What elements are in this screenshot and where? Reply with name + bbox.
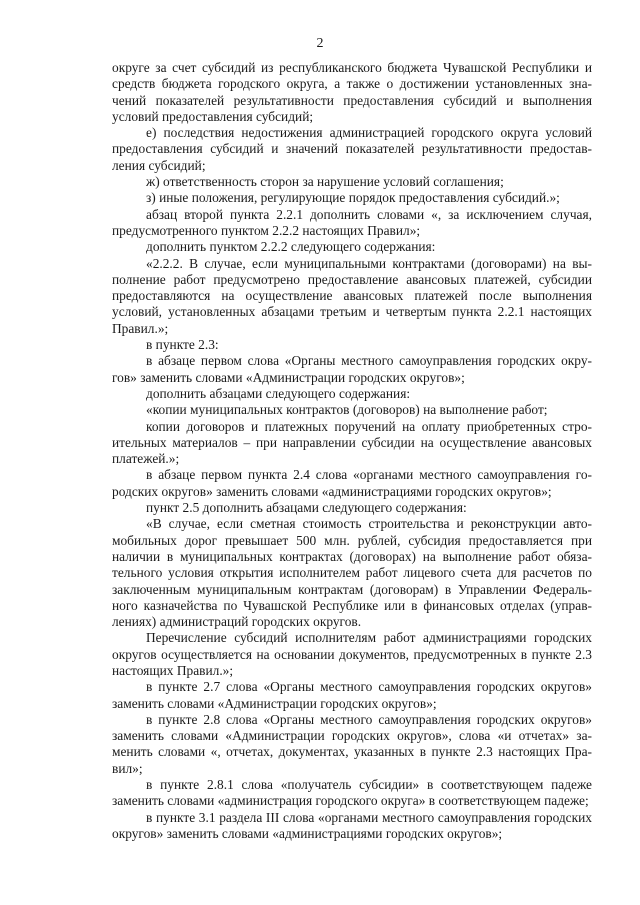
paragraph: округе за счет субсидий из республиканского бюджета Чувашской Республики и средств бюджета городского округа, а также о достижении установленных значений показателей результативности предоставления субсидий и выполнения условий предоставления субсидий;	[112, 60, 592, 124]
paragraph: е) последствия недостижения администрацией городского округа условий предоставления субсидий и значений показателей результативности предоставления субсидий;	[112, 125, 592, 173]
paragraph: абзац второй пункта 2.2.1 дополнить словами «, за исключением случая, предусмотренного пунктом 2.2.2 настоящих Правил»;	[112, 206, 592, 238]
paragraph: «копии муниципальных контрактов (договоров) на выполнение работ;	[146, 402, 548, 418]
paragraph: в пункте 2.8 слова «Органы местного самоуправления городских округов» заменить словами «Администрации городских округов», слова «и отчетах» заменить словами «, отчетах, документах, указанных в пункте 2.3 настоящих Правил»;	[112, 711, 592, 776]
paragraph: в пункте 2.8.1 слова «получатель субсидии» в соответствующем падеже заменить словами «администрация городского округа» в соответствующем падеже;	[112, 777, 592, 809]
paragraph: «В случае, если сметная стоимость строительства и реконструкции автомобильных дорог превышает 500 млн. рублей, субсидия предоставляется при наличии в муниципальных контрактах (договорах) на выполнение работ обязательного условия открытия исполнителем работ лицевого счета для расчетов по заключенным муниципальным контрактам (договорам) в Управлении Федерального казначейства по Чувашской Республике или в финансовых отделах (управлениях) администраций городских округов.	[112, 516, 592, 630]
paragraph: в пункте 2.7 слова «Органы местного самоуправления городских округов» заменить словами «Администрации городских округов»;	[112, 679, 592, 711]
paragraph: копии договоров и платежных поручений на оплату приобретенных строительных материалов – при направлении субсидии на осуществление авансовых платежей.»;	[112, 418, 592, 467]
paragraph: в пункте 2.3:	[146, 337, 219, 353]
paragraph: ж) ответственность сторон за нарушение условий соглашения;	[146, 174, 504, 190]
page-number: 2	[316, 36, 324, 51]
paragraph: в абзаце первом слова «Органы местного самоуправления городских округов» заменить словами «Администрации городских округов»;	[112, 353, 592, 385]
paragraph: пункт 2.5 дополнить абзацами следующего содержания:	[146, 500, 467, 516]
paragraph: дополнить пунктом 2.2.2 следующего содержания:	[146, 239, 436, 255]
paragraph: в пункте 3.1 раздела III слова «органами местного самоуправления городских округов» заменить словами «администрациями городских округов»;	[112, 809, 592, 841]
document-body	[112, 60, 592, 842]
paragraph: Перечисление субсидий исполнителям работ администрациями городских округов осуществляется на основании документов, предусмотренных в пункте 2.3 настоящих Правил.»;	[112, 630, 592, 678]
paragraph: з) иные положения, регулирующие порядок предоставления субсидий.»;	[146, 190, 560, 206]
paragraph: «2.2.2. В случае, если муниципальными контрактами (договорами) на выполнение работ предусмотрено предоставление авансовых платежей, субсидии предоставляются на осуществление авансовых платежей после выполнения условий, установленных абзацами третьим и четвертым пункта 2.2.1 настоящих Правил.»;	[112, 255, 592, 336]
paragraph: в абзаце первом пункта 2.4 слова «органами местного самоуправления городских округов» заменить словами «администрациями городских округов»;	[112, 467, 592, 499]
paragraph: дополнить абзацами следующего содержания:	[146, 385, 411, 401]
